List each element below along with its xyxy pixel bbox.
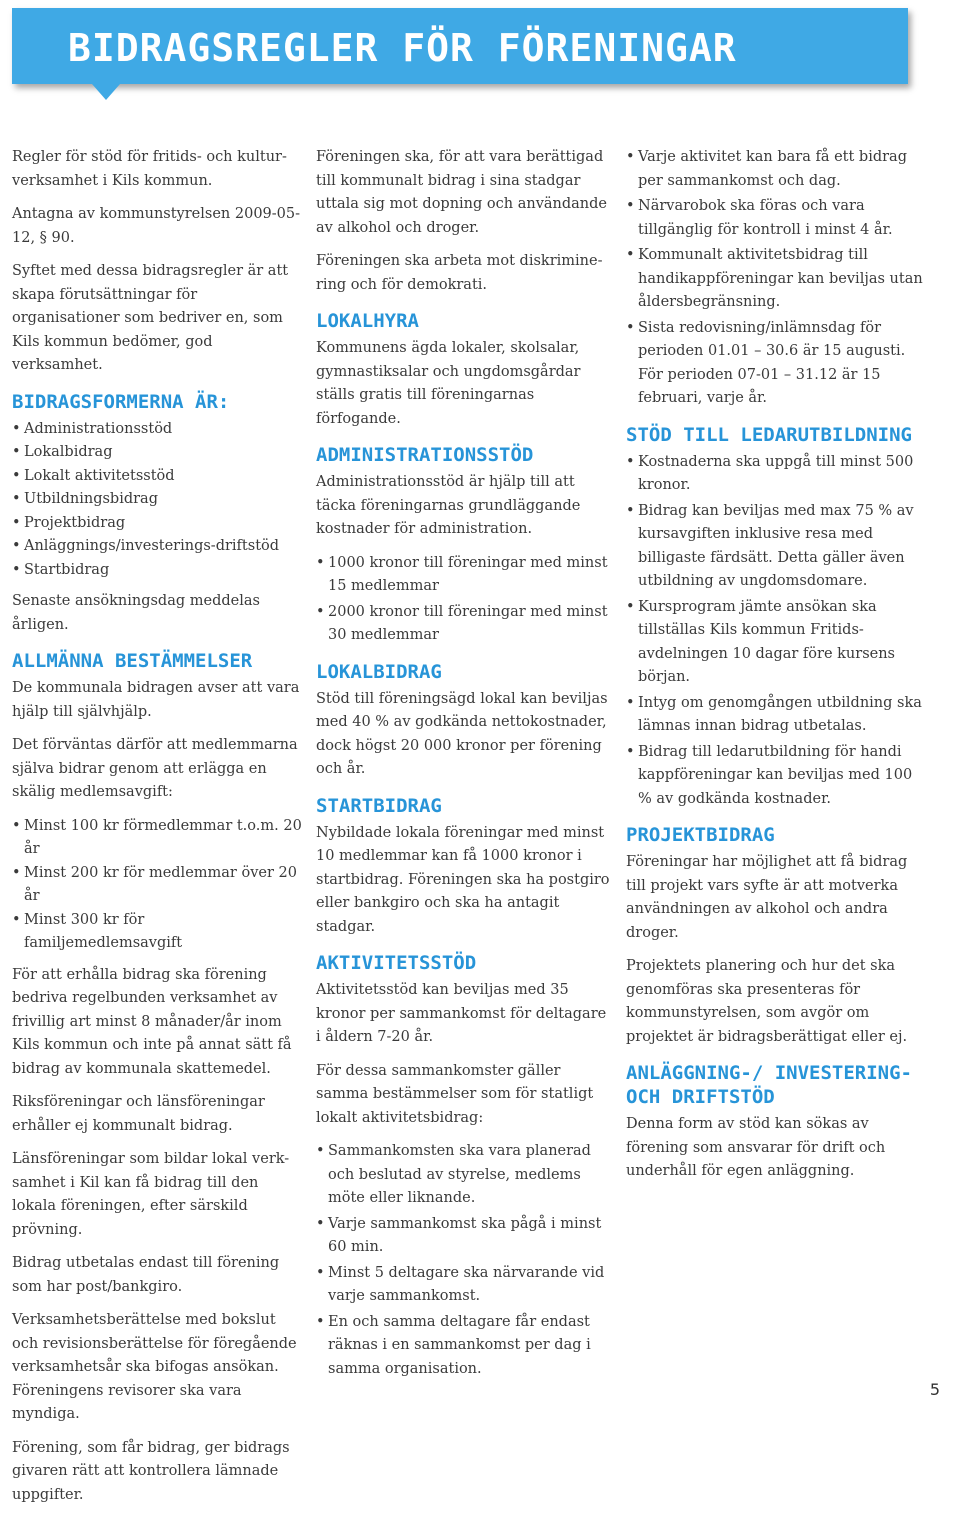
list-item: • Minst 200 kr för medlemmar över 20 år (12, 862, 302, 909)
paragraph: Stöd till föreningsägd lokal kan beviljas med 40 % av godkända nettokostnader, dock högst 20 000 kronor per förening och år. (316, 690, 608, 777)
paragraph: Nybildade lokala föreningar med minst 10 medlemmar kan få 1000 kronor i startbidrag. Föreningen ska ha postgiro eller bankgiro och ska ha antagit stadgar. (316, 824, 610, 935)
paragraph: Denna form av stöd kan sökas av förening som ansvarar för drift och underhåll för egen anläggning. (626, 1116, 886, 1179)
paragraph: Administrationsstöd är hjälp till att täcka föreningarnas grundläggande kostnader för administration. (316, 474, 581, 537)
adoption-text: Antagna av kommunstyrelsen 2009-05-12, § 90. (12, 206, 301, 246)
column-2 (316, 146, 611, 1389)
paragraph: Det förväntas därför att medlemmarna själva bidrar genom att erlägga en skälig medlemsavgift: (12, 737, 298, 800)
fees-list (12, 815, 302, 956)
paragraph: Projektets planering och hur det ska genomföras ska presenteras för kommunstyrelsen, som avgör om projektet är bidragsberättigat eller ej. (626, 958, 908, 1045)
list-item: • Minst 5 deltagare ska närvarande vid varje sammankomst. (316, 1262, 611, 1309)
page-number: 5 (929, 1380, 940, 1399)
list-item: • Projektbidrag (12, 512, 302, 536)
list-item: • Bidrag till ledarutbildning för handi kappföreningar kan beviljas med 100 % av godkända kostnader. (626, 741, 926, 812)
column-1 (12, 146, 302, 1517)
paragraph: För dessa sammankomster gäller samma bestämmelser som för statligt lokalt aktivitetsbidrag: (316, 1062, 594, 1126)
purpose-text: Syftet med dessa bidragsregler är att skapa förutsättningar för organisationer som bedriver en, som Kils kommun bedömer, god verksamhet. (12, 263, 289, 373)
admin-heading: ADMINISTRATIONSSTÖD (316, 444, 534, 466)
list-item: • Bidrag kan beviljas med max 75 % av kursavgiften inklusive resa med billigaste färdsätt. Detta gäller även utbildning av ungdomsdomare. (626, 500, 926, 594)
forms-heading: BIDRAGSFORMERNA ÄR: (12, 390, 230, 413)
startbidrag-heading: STARTBIDRAG (316, 794, 442, 817)
deadline-text: Senaste ansökningsdag meddelas årligen. (12, 593, 260, 633)
banner-pointer (92, 84, 120, 100)
general-heading: ALLMÄNNA BESTÄMMELSER (12, 650, 253, 672)
paragraph: Riksföreningar och länsföreningar erhåller ej kommunalt bidrag. (12, 1094, 265, 1134)
paragraph: Länsföreningar som bildar lokal verk-samhet i Kil kan få bidrag till den lokala föreningen, efter särskild prövning. (12, 1151, 290, 1238)
list-item: • Minst 100 kr förmedlemmar t.o.m. 20 år (12, 815, 302, 862)
page-title: BIDRAGSREGLER FÖR FÖRENINGAR (68, 26, 737, 70)
admin-list (316, 552, 611, 648)
anlaggning-heading: ANLÄGGNING-/ INVESTERING- OCH DRIFTSTÖD (626, 1062, 912, 1108)
paragraph: Verksamhetsberättelse med bokslut och revisionsberättelse för föregående verksamhetsår ska bifogas ansökan. Föreningens revisorer ska vara myndiga. (12, 1312, 297, 1422)
aktivitet-list (316, 1140, 611, 1381)
ledarutbildning-heading: STÖD TILL LEDARUTBILDNING (626, 423, 912, 446)
list-item: • Anläggnings/investerings-driftstöd (12, 535, 302, 559)
paragraph: För att erhålla bidrag ska förening bedriva regelbunden verksamhet av frivillig art minst 8 månader/år inom Kils kommun och inte på annat sätt få bidrag av kommunala skattemedel. (12, 966, 292, 1077)
paragraph: De kommunala bidragen avser att vara hjälp till självhjälp. (12, 680, 300, 720)
intro-text: Regler för stöd för fritids- och kultur-verksamhet i Kils kommun. (12, 149, 287, 189)
lokalbidrag-heading: LOKALBIDRAG (316, 660, 442, 683)
paragraph: Föreningen ska, för att vara berättigad till kommunalt bidrag i sina stadgar uttala sig mot dopning och användande av alkohol och droger. (316, 149, 607, 236)
list-item: • Varje sammankomst ska pågå i minst 60 min. (316, 1213, 611, 1260)
list-item: • Sista redovisning/inlämnsdag för perioden 01.01 – 30.6 är 15 augusti. För perioden 07-01 – 31.12 är 15 februari, varje år. (626, 317, 926, 411)
list-item: • Lokalbidrag (12, 441, 302, 465)
paragraph: Föreningar har möjlighet att få bidrag till projekt vars syfte är att motverka användningen av alkohol och andra droger. (626, 854, 908, 941)
list-item: • Intyg om genomgången utbildning ska lämnas innan bidrag utbetalas. (626, 692, 926, 739)
forms-list (12, 418, 302, 583)
list-item: • 1000 kronor till föreningar med minst 15 medlemmar (316, 552, 611, 599)
paragraph: Kommunens ägda lokaler, skolsalar, gymnastiksalar och ungdomsgårdar ställs gratis till föreningarnas förfogande. (316, 340, 581, 427)
aktivitet-rules-list (626, 146, 926, 411)
list-item: • Varje aktivitet kan bara få ett bidrag per sammankomst och dag. (626, 146, 926, 193)
list-item: • Minst 300 kr för familjemedlemsavgift (12, 909, 302, 956)
list-item: • Startbidrag (12, 559, 302, 583)
list-item: • Kursprogram jämte ansökan ska tillställas Kils kommun Fritids-avdelningen 10 dagar före kursens början. (626, 596, 926, 690)
projektbidrag-heading: PROJEKTBIDRAG (626, 824, 775, 846)
list-item: • 2000 kronor till föreningar med minst 30 medlemmar (316, 601, 611, 648)
ledarutbildning-list (626, 451, 926, 812)
column-3 (626, 146, 926, 1194)
lokalhyra-heading: LOKALHYRA (316, 310, 419, 332)
list-item: • Kostnaderna ska uppgå till minst 500 kronor. (626, 451, 926, 498)
paragraph: Föreningen ska arbeta mot diskrimine-ring och för demokrati. (316, 253, 603, 293)
aktivitetsstod-heading: AKTIVITETSSTÖD (316, 952, 477, 974)
paragraph: Förening, som får bidrag, ger bidrags givaren rätt att kontrollera lämnade uppgifter. (12, 1439, 290, 1503)
list-item: • Utbildningsbidrag (12, 488, 302, 512)
list-item: • Kommunalt aktivitetsbidrag till handikappföreningar kan beviljas utan åldersbegränsning. (626, 244, 926, 315)
paragraph: Bidrag utbetalas endast till förening som har post/bankgiro. (12, 1255, 280, 1295)
title-banner (12, 8, 908, 84)
paragraph: Aktivitetsstöd kan beviljas med 35 kronor per sammankomst för deltagare i åldern 7-20 år. (316, 982, 607, 1045)
list-item: • En och samma deltagare får endast räknas i en sammankomst per dag i samma organisation. (316, 1311, 611, 1382)
list-item: • Närvarobok ska föras och vara tillgänglig för kontroll i minst 4 år. (626, 195, 926, 242)
list-item: • Lokalt aktivitetsstöd (12, 465, 302, 489)
list-item: • Administrationsstöd (12, 418, 302, 442)
list-item: • Sammankomsten ska vara planerad och beslutad av styrelse, medlems möte eller liknande. (316, 1140, 611, 1211)
